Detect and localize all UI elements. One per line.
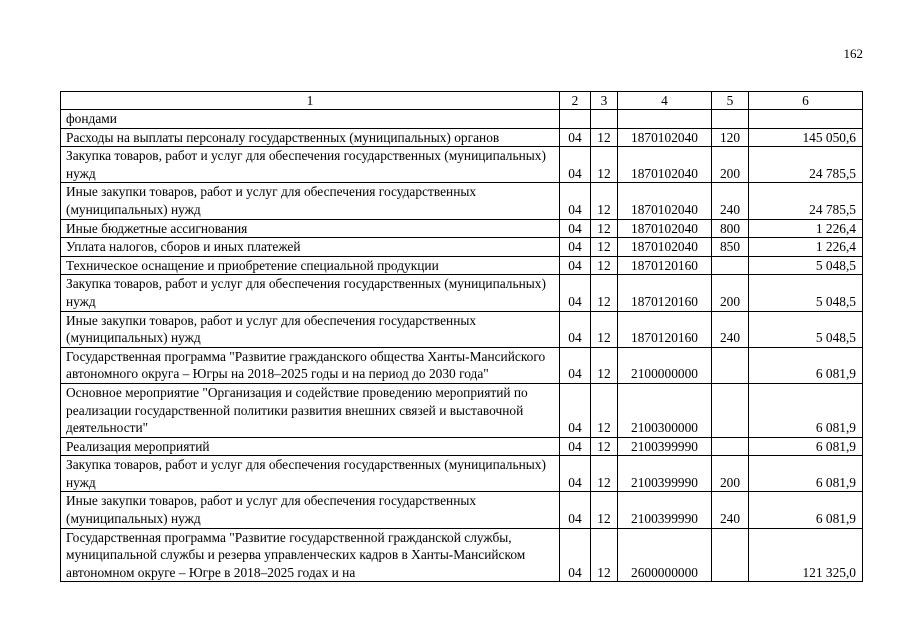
row-section: 04 [560,437,591,456]
row-target-article: 1870102040 [618,147,712,183]
row-expense-type [712,437,749,456]
row-section: 04 [560,456,591,492]
row-name: Закупка товаров, работ и услуг для обеспечения государственных (муниципальных) нужд [61,275,560,311]
row-expense-type [712,110,749,129]
row-subsection: 12 [591,256,618,275]
row-section: 04 [560,128,591,147]
table-row [61,311,863,347]
row-subsection: 12 [591,492,618,528]
row-name: Уплата налогов, сборов и иных платежей [61,238,560,257]
table-row [61,238,863,257]
row-target-article: 2100399990 [618,456,712,492]
row-name: Государственная программа "Развитие государственной гражданской службы, муниципальной службы и резерва управленческих кадров в Ханты-Мансийском автономном округе – Югре в 2018–2025 годах и на [61,528,560,582]
row-target-article: 1870102040 [618,238,712,257]
row-section: 04 [560,183,591,219]
row-amount: 145 050,6 [749,128,863,147]
header-name: 1 [61,92,560,110]
row-subsection: 12 [591,219,618,238]
row-target-article: 1870120160 [618,275,712,311]
header-pr: 3 [591,92,618,110]
row-name: Закупка товаров, работ и услуг для обеспечения государственных (муниципальных) нужд [61,147,560,183]
row-name: Основное мероприятие "Организация и содействие проведению мероприятий по реализации государственной политики развития внешних связей и выставочной деятельности" [61,383,560,437]
row-target-article: 1870120160 [618,311,712,347]
row-expense-type: 200 [712,147,749,183]
row-subsection: 12 [591,456,618,492]
row-expense-type [712,347,749,383]
row-name: Техническое оснащение и приобретение специальной продукции [61,256,560,275]
table-row [61,528,863,582]
budget-table [60,91,863,582]
row-subsection [591,110,618,129]
row-expense-type [712,383,749,437]
table-row [61,256,863,275]
row-amount: 6 081,9 [749,347,863,383]
row-target-article: 1870102040 [618,128,712,147]
row-expense-type: 200 [712,275,749,311]
row-subsection: 12 [591,383,618,437]
row-section: 04 [560,238,591,257]
row-amount: 24 785,5 [749,183,863,219]
header-rz: 2 [560,92,591,110]
row-subsection: 12 [591,183,618,219]
row-expense-type: 240 [712,183,749,219]
row-amount: 5 048,5 [749,256,863,275]
row-section: 04 [560,383,591,437]
row-name: Иные бюджетные ассигнования [61,219,560,238]
row-amount: 6 081,9 [749,383,863,437]
page-number: 162 [843,46,863,61]
row-section: 04 [560,256,591,275]
header-cs: 4 [618,92,712,110]
row-amount: 1 226,4 [749,238,863,257]
row-amount: 121 325,0 [749,528,863,582]
row-section: 04 [560,311,591,347]
row-subsection: 12 [591,128,618,147]
row-expense-type: 200 [712,456,749,492]
row-section: 04 [560,528,591,582]
row-amount: 5 048,5 [749,275,863,311]
row-target-article [618,110,712,129]
table-row [61,275,863,311]
row-name: фондами [61,110,560,129]
row-section: 04 [560,347,591,383]
row-subsection: 12 [591,528,618,582]
row-target-article: 1870102040 [618,183,712,219]
row-name: Иные закупки товаров, работ и услуг для обеспечения государственных (муниципальных) нужд [61,492,560,528]
row-subsection: 12 [591,437,618,456]
row-target-article: 2600000000 [618,528,712,582]
row-name: Иные закупки товаров, работ и услуг для обеспечения государственных (муниципальных) нужд [61,183,560,219]
table-row [61,219,863,238]
row-target-article: 2100000000 [618,347,712,383]
row-target-article: 2100399990 [618,437,712,456]
row-expense-type: 240 [712,492,749,528]
row-amount: 24 785,5 [749,147,863,183]
row-subsection: 12 [591,147,618,183]
row-name: Расходы на выплаты персоналу государственных (муниципальных) органов [61,128,560,147]
row-name: Закупка товаров, работ и услуг для обеспечения государственных (муниципальных) нужд [61,456,560,492]
row-name: Реализация мероприятий [61,437,560,456]
table-header-row [61,92,863,110]
row-name: Иные закупки товаров, работ и услуг для обеспечения государственных (муниципальных) нужд [61,311,560,347]
row-section: 04 [560,147,591,183]
row-subsection: 12 [591,238,618,257]
row-amount [749,110,863,129]
row-expense-type: 800 [712,219,749,238]
table-row [61,147,863,183]
header-sum: 6 [749,92,863,110]
row-expense-type: 240 [712,311,749,347]
row-target-article: 2100300000 [618,383,712,437]
table-row [61,183,863,219]
row-amount: 6 081,9 [749,456,863,492]
row-amount: 6 081,9 [749,492,863,528]
table-row [61,492,863,528]
row-subsection: 12 [591,275,618,311]
table-row [61,128,863,147]
row-subsection: 12 [591,311,618,347]
header-vr: 5 [712,92,749,110]
row-section: 04 [560,219,591,238]
table-row [61,437,863,456]
row-target-article: 1870102040 [618,219,712,238]
row-expense-type [712,528,749,582]
row-section [560,110,591,129]
row-section: 04 [560,275,591,311]
row-expense-type: 850 [712,238,749,257]
table-row [61,383,863,437]
row-name: Государственная программа "Развитие гражданского общества Ханты-Мансийского автономного округа – Югры на 2018–2025 годы и на период до 2030 года" [61,347,560,383]
row-amount: 6 081,9 [749,437,863,456]
row-target-article: 2100399990 [618,492,712,528]
row-section: 04 [560,492,591,528]
row-expense-type: 120 [712,128,749,147]
row-subsection: 12 [591,347,618,383]
row-expense-type [712,256,749,275]
row-target-article: 1870120160 [618,256,712,275]
row-amount: 1 226,4 [749,219,863,238]
table-row [61,456,863,492]
row-amount: 5 048,5 [749,311,863,347]
table-row [61,110,863,129]
table-row [61,347,863,383]
